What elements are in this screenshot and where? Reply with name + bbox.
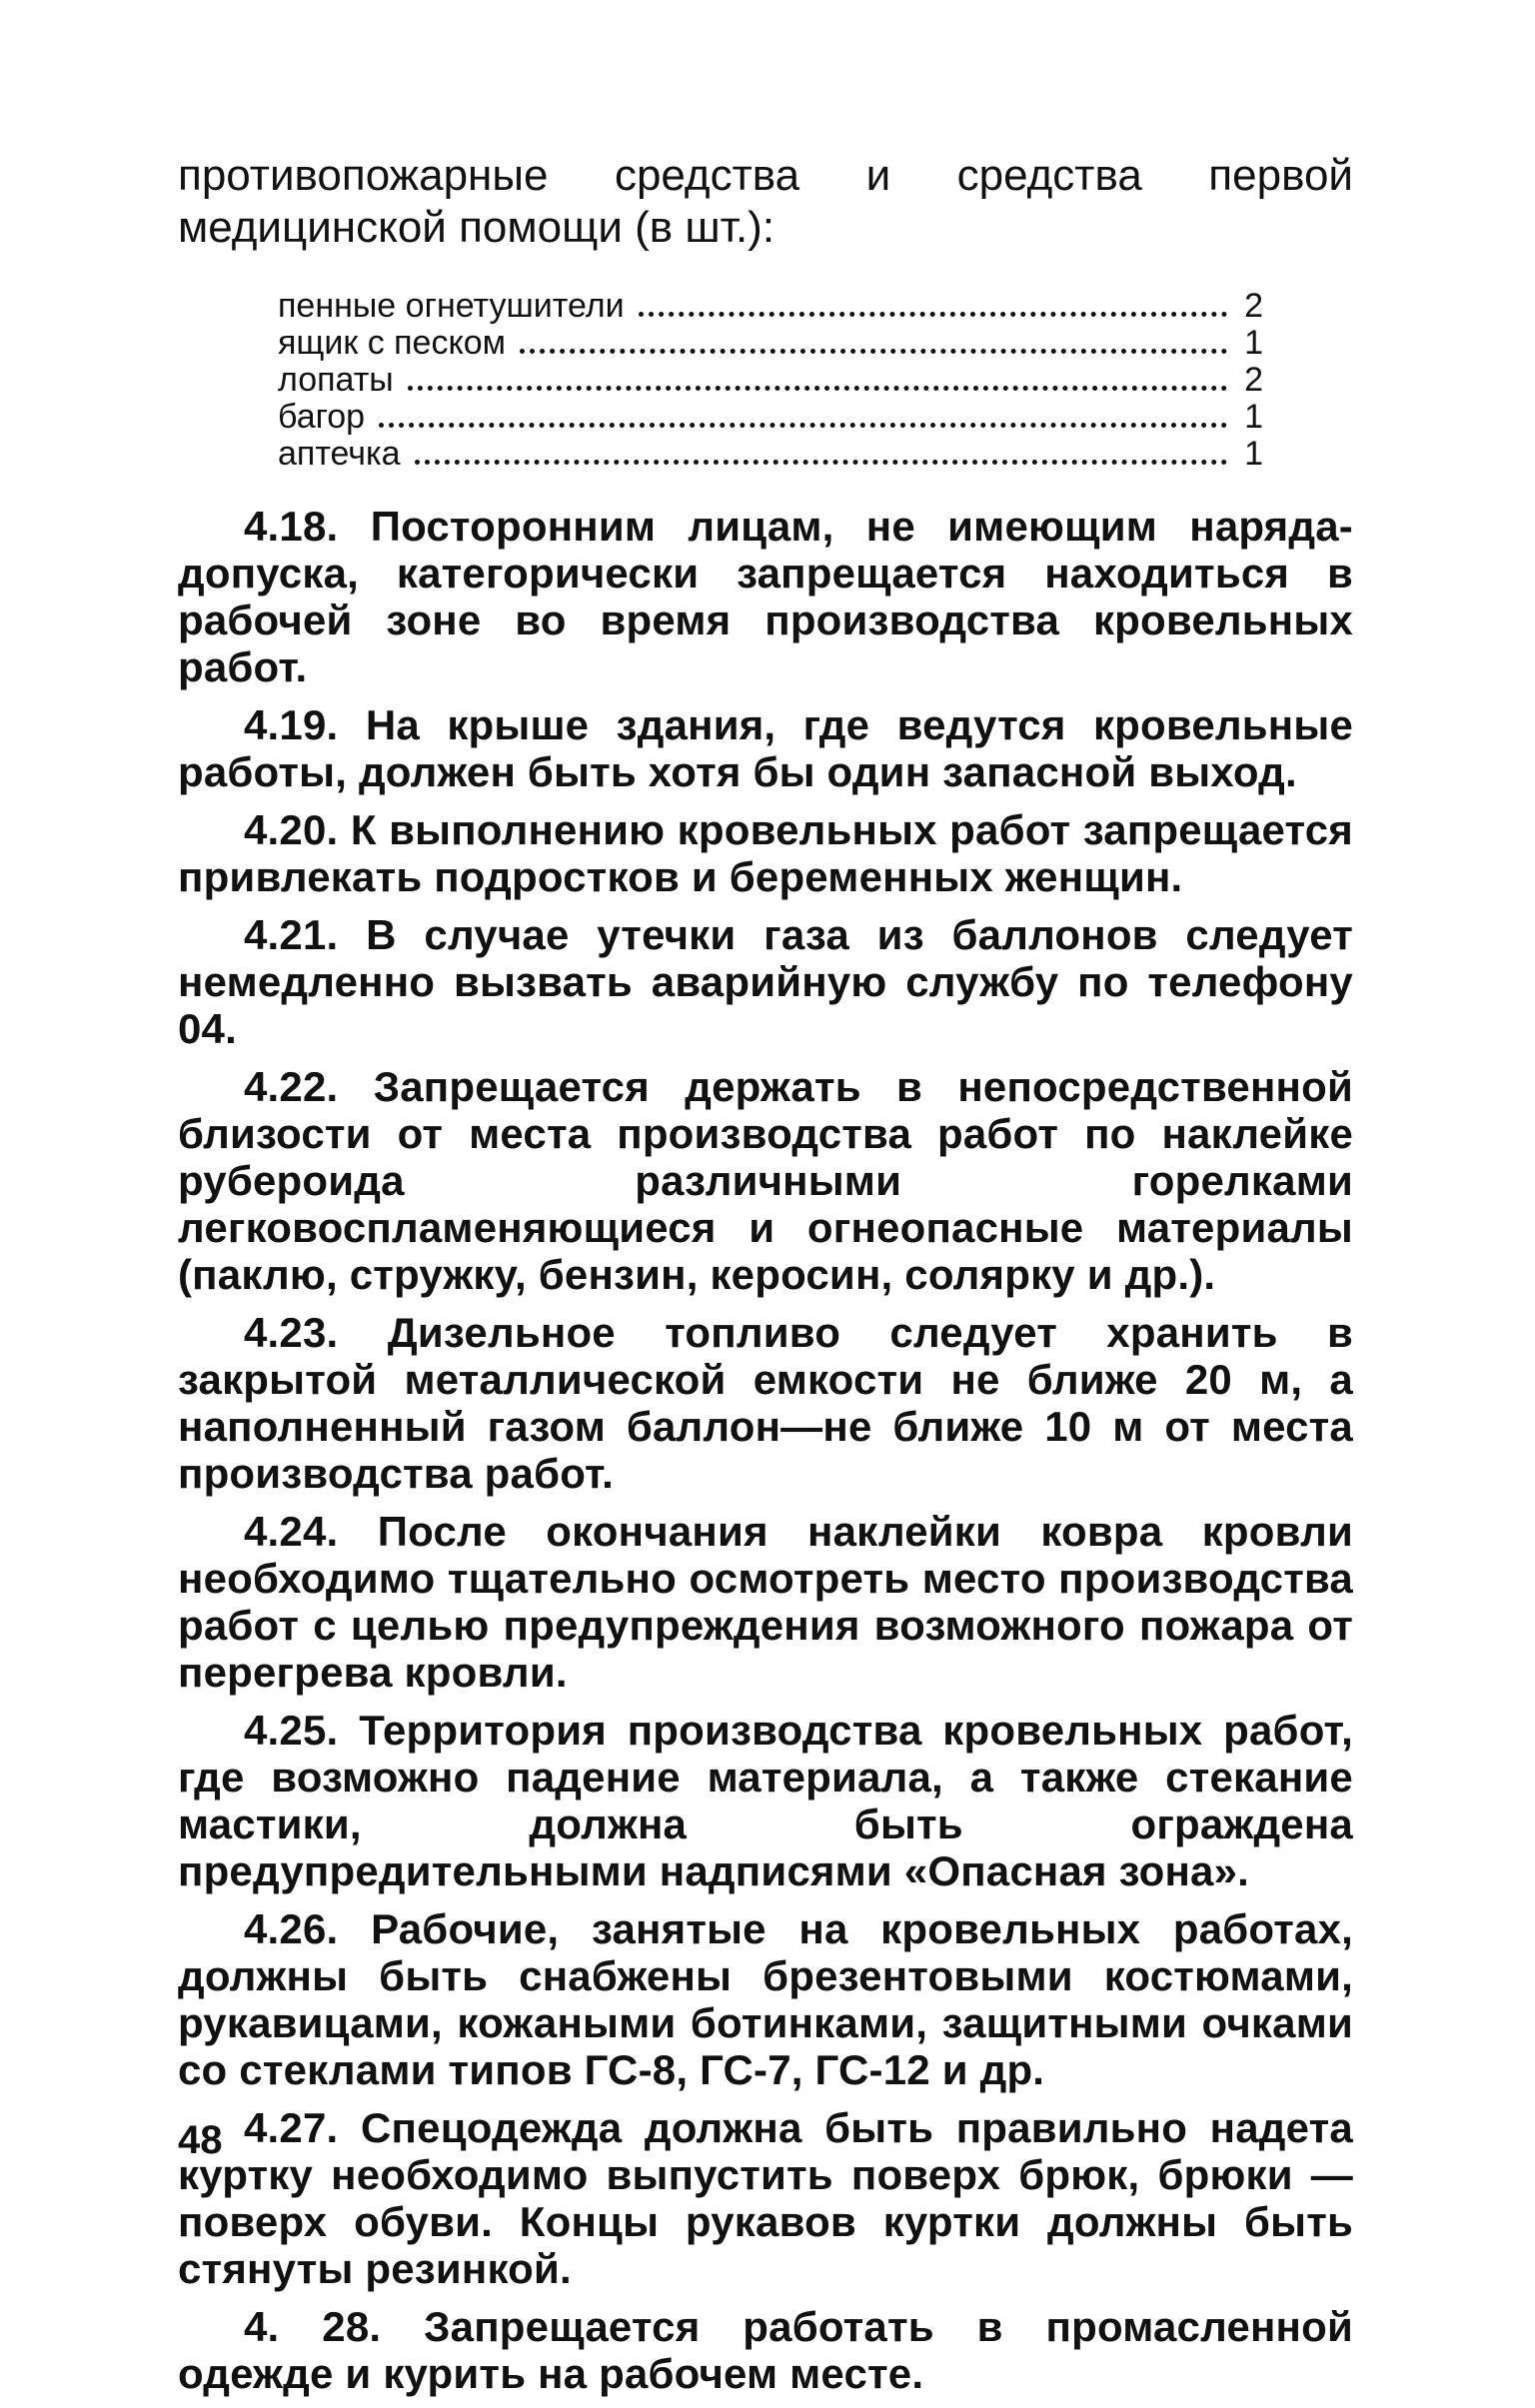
dot-leader [520,349,1227,354]
clause-4-22 [178,1063,1353,1298]
dot-leader [379,423,1227,428]
clause-number: 4. 28. [244,2303,382,2350]
clause-number: 4.19. [244,701,339,748]
clause-4-24 [178,1508,1353,1696]
item-qty: 2 [1244,361,1263,399]
clause-4-26 [178,1905,1353,2093]
clause-text: Территория производства кровельных работ, где возможно падение материала, а также стекание мастики, должна быть ограждена предупредительными надписями «Опасная зона». [178,1707,1353,1894]
clause-number: 4.22. [244,1063,339,1110]
list-item [278,288,1263,325]
item-name: аптечка [278,435,401,473]
clause-text: На крыше здания, где ведутся кровельные работы, должен быть хотя бы один запасной выход. [178,701,1353,795]
body-text [178,150,1353,2408]
list-item [278,325,1263,362]
item-qty: 1 [1244,324,1263,362]
clause-4-20 [178,806,1353,900]
clause-text: К выполнению кровельных работ запрещается привлекать подростков и беременных женщин. [178,806,1353,900]
item-name: пенные огнетушители [278,287,625,325]
item-name: ящик с песком [278,324,507,362]
list-item [278,362,1263,399]
item-qty: 2 [1244,287,1263,325]
clause-text: В случае утечки газа из баллонов следует немедленно вызвать аварийную службу по телефону 04. [178,911,1353,1052]
clause-number: 4.24. [244,1508,339,1555]
clause-number: 4.25. [244,1707,339,1754]
list-item [278,399,1263,436]
clause-text: После окончания наклейки ковра кровли необходимо тщательно осмотреть место производства работ с целью предупреждения возможного пожара от перегрева кровли. [178,1508,1354,1696]
equipment-list [278,288,1263,473]
clause-4-23 [178,1309,1353,1497]
clause-text: Запрещается держать в непосредственной близости от места производства работ по наклейке рубероида различными горелками легковоспламеняющиеся и огнеопасные материалы (паклю, стружку, бензин, керосин, солярку и др.). [178,1063,1353,1298]
clause-number: 4.26. [244,1905,339,1952]
clause-number: 4.18. [244,503,339,550]
dot-leader [415,460,1227,465]
clause-4-27 [178,2104,1353,2292]
clause-4-21 [178,911,1353,1052]
clause-number: 4.21. [244,911,339,958]
clause-text: Посторонним лицам, не имеющим наряда-допуска, категорически запрещается находиться в рабочей зоне во время производства кровельных работ. [178,503,1353,690]
clause-4-28 [178,2303,1353,2397]
clause-4-18 [178,503,1353,690]
clause-number: 4.20. [244,806,339,853]
clause-text: Рабочие, занятые на кровельных работах, должны быть снабжены брезентовыми костюмами, рукавицами, кожаными ботинками, защитными очками со стеклами типов ГС-8, ГС-7, ГС-12 и др. [178,1905,1353,2093]
clause-4-25 [178,1707,1353,1894]
dot-leader [408,386,1227,391]
item-qty: 1 [1244,398,1263,436]
item-name: лопаты [278,361,394,399]
clause-4-19 [178,701,1353,795]
list-item [278,436,1263,473]
item-qty: 1 [1244,435,1263,473]
clause-number: 4.23. [244,1309,339,1356]
dot-leader [639,312,1227,317]
clause-number: 4.27. [244,2104,339,2151]
clause-text: Запрещается работать в промасленной одежде и курить на рабочем месте. [178,2303,1353,2397]
clause-text: Спецодежда должна быть правильно надета куртку необходимо выпустить поверх брюк, брюки — поверх обуви. Концы рукавов куртки должны быть стянуты резинкой. [178,2104,1353,2292]
page-number: 48 [178,2118,223,2162]
intro-paragraph: противопожарные средства и средства первой медицинской помощи (в шт.): [178,151,1353,252]
item-name: багор [278,398,366,436]
clause-text: Дизельное топливо следует хранить в закрытой металлической емкости не ближе 20 м, а наполненный газом баллон—не ближе 10 м от места производства работ. [178,1309,1354,1497]
